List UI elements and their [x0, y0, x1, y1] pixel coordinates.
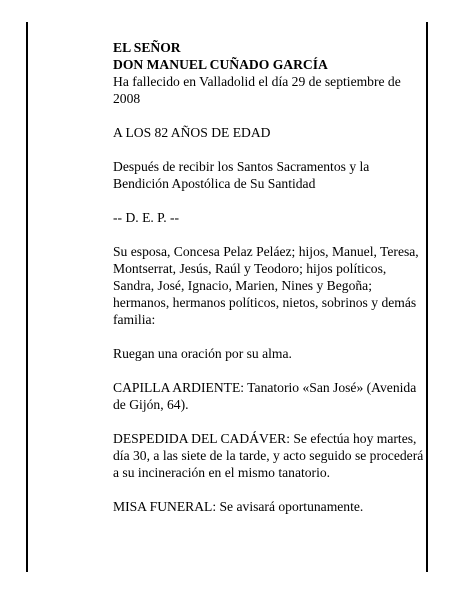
prayer-line: Ruegan una oración por su alma. — [113, 346, 292, 361]
obituary-header — [113, 39, 425, 73]
left-border-line — [26, 22, 28, 572]
obituary-title: EL SEÑOR — [113, 40, 181, 55]
obituary-notice — [113, 39, 425, 532]
sacraments-line: Después de recibir los Santos Sacramentos y la Bendición Apostólica de Su Santidad — [113, 159, 370, 191]
death-notice: Ha fallecido en Valladolid el día 29 de septiembre de 2008 — [113, 74, 401, 106]
funeral-mass-info: MISA FUNERAL: Se avisará oportunamente. — [113, 499, 364, 514]
right-border-line — [426, 22, 428, 572]
chapel-info: CAPILLA ARDIENTE: Tanatorio «San José» (Avenida de Gijón, 64). — [113, 380, 417, 412]
family-paragraph: Su esposa, Concesa Pelaz Peláez; hijos, Manuel, Teresa, Montserrat, Jesús, Raúl y Teodoro; hijos políticos, Sandra, José, Ignacio, Marien, Nines y Begoña; hermanos, hermanos políticos, nietos, sobrinos y demás familia: — [113, 244, 419, 327]
farewell-info: DESPEDIDA DEL CADÁVER: Se efectúa hoy martes, día 30, a las siete de la tarde, y acto seguido se procederá a su incineración en el mismo tanatorio. — [113, 431, 424, 480]
deceased-name: DON MANUEL CUÑADO GARCÍA — [113, 57, 328, 72]
age-line: A LOS 82 AÑOS DE EDAD — [113, 125, 271, 140]
dep-line: -- D. E. P. -- — [113, 210, 180, 225]
